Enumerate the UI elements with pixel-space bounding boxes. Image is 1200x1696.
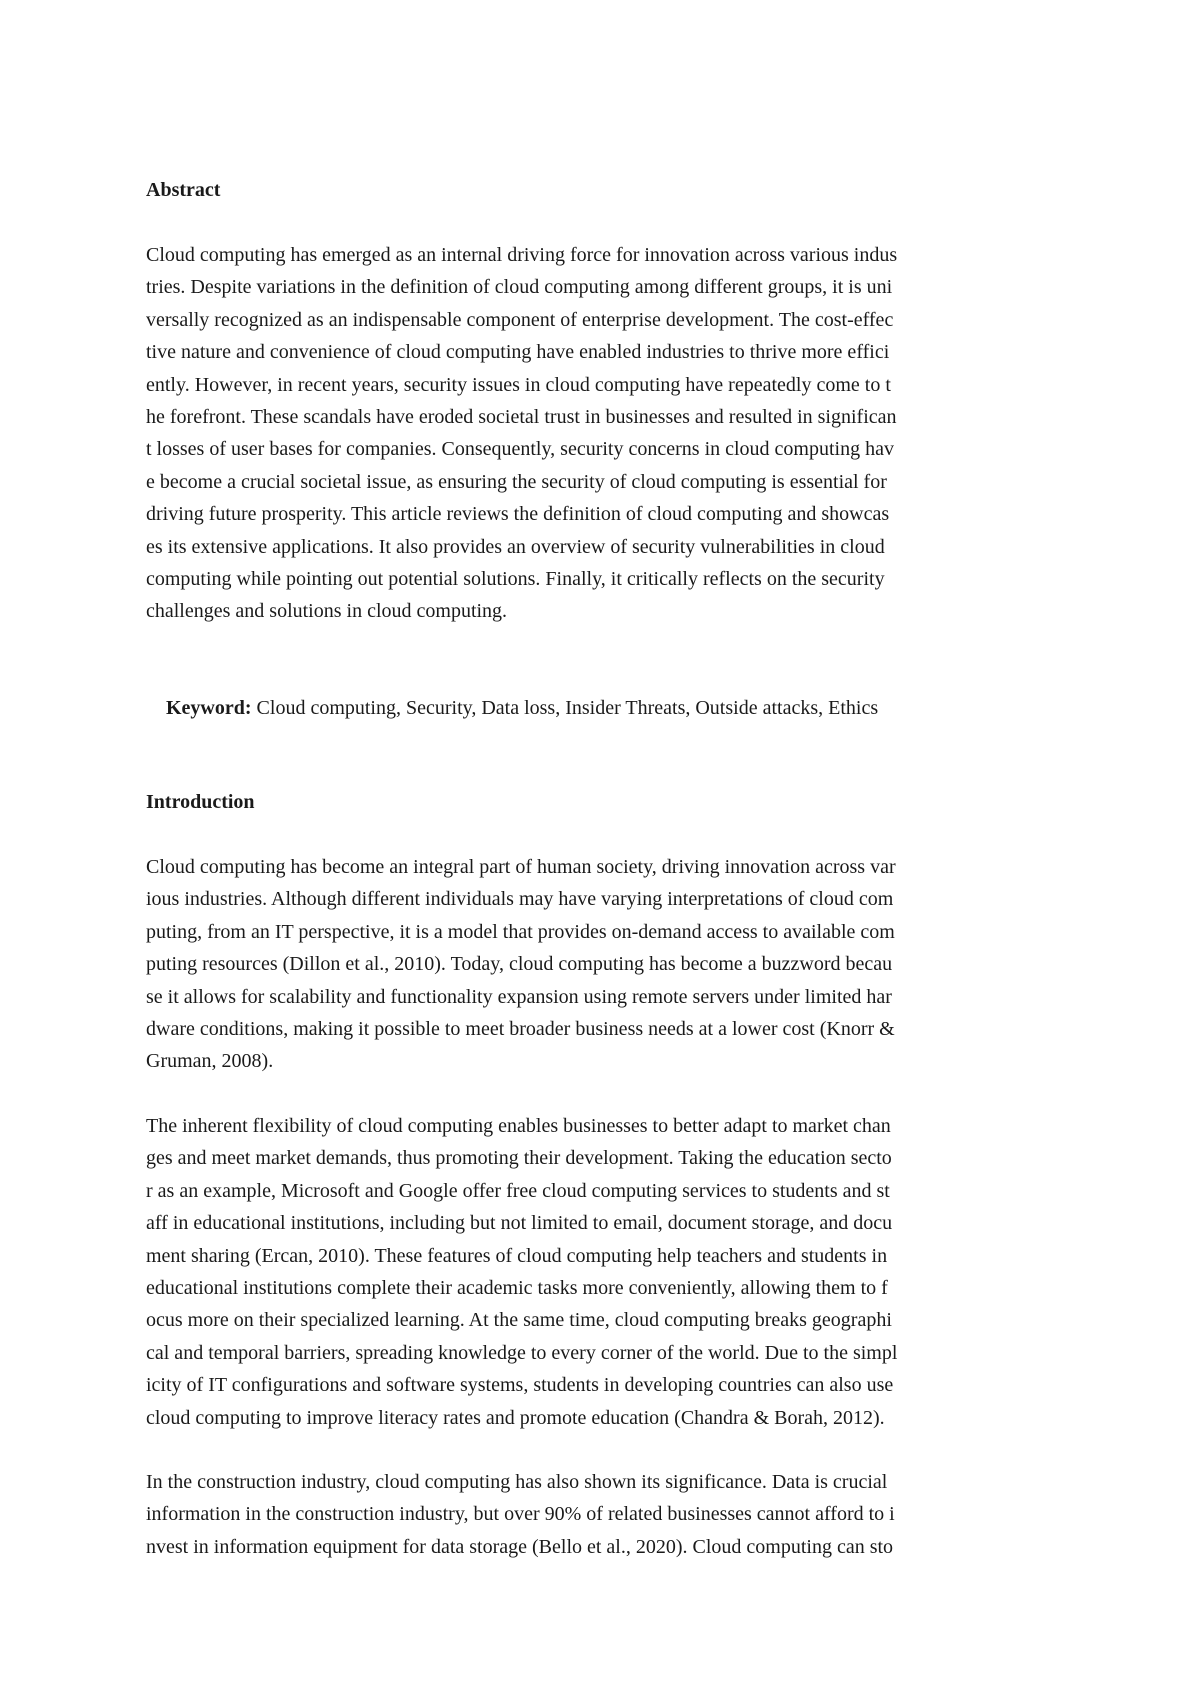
paragraph-line: information in the construction industry, but over 90% of related businesses cannot afford to i — [146, 1503, 895, 1526]
abstract-line: driving future prosperity. This article reviews the definition of cloud computing and showcas — [146, 503, 890, 526]
paragraph-line: In the construction industry, cloud computing has also shown its significance. Data is crucial — [146, 1471, 888, 1493]
abstract-line: computing while pointing out potential solutions. Finally, it critically reflects on the security — [146, 568, 885, 591]
paragraph-line: dware conditions, making it possible to meet broader business needs at a lower cost (Knorr & — [146, 1018, 895, 1041]
introduction-paragraph-1 — [146, 851, 896, 1078]
abstract-line: e become a crucial societal issue, as ensuring the security of cloud computing is essential for — [146, 470, 887, 493]
paragraph-line: Gruman, 2008). — [146, 1050, 274, 1073]
paragraph-line: cloud computing to improve literacy rates and promote education (Chandra & Borah, 2012). — [146, 1406, 885, 1429]
abstract-line: tries. Despite variations in the definition of cloud computing among different groups, it is uni — [146, 276, 893, 299]
paragraph-line: ocus more on their specialized learning. At the same time, cloud computing breaks geographi — [146, 1309, 892, 1332]
paragraph-line: ious industries. Although different individuals may have varying interpretations of cloud com — [146, 888, 894, 911]
abstract-line: tive nature and convenience of cloud computing have enabled industries to thrive more effici — [146, 341, 890, 364]
keywords-line — [146, 660, 878, 756]
paragraph-line: puting resources (Dillon et al., 2010). Today, cloud computing has become a buzzword becau — [146, 953, 893, 976]
keywords-label: Keyword: — [166, 697, 252, 719]
paragraph-line: cal and temporal barriers, spreading knowledge to every corner of the world. Due to the simpl — [146, 1341, 898, 1364]
paragraph-line: aff in educational institutions, including but not limited to email, document storage, and docu — [146, 1212, 893, 1235]
paragraph-line: ment sharing (Ercan, 2010). These features of cloud computing help teachers and students in — [146, 1244, 888, 1267]
introduction-heading: Introduction — [146, 791, 255, 813]
paragraph-line: r as an example, Microsoft and Google offer free cloud computing services to students and st — [146, 1179, 890, 1202]
paragraph-line: ges and meet market demands, thus promoting their development. Taking the education secto — [146, 1147, 892, 1170]
paragraph-line: nvest in information equipment for data storage (Bello et al., 2020). Cloud computing can sto — [146, 1535, 894, 1558]
paragraph-line: Cloud computing has become an integral part of human society, driving innovation across var — [146, 856, 896, 878]
paragraph-line: se it allows for scalability and functionality expansion using remote servers under limited har — [146, 985, 892, 1008]
paragraph-line: The inherent flexibility of cloud computing enables businesses to better adapt to market chan — [146, 1115, 891, 1137]
abstract-line: es its extensive applications. It also provides an overview of security vulnerabilities in cloud — [146, 535, 885, 558]
paragraph-line: icity of IT configurations and software systems, students in developing countries can also use — [146, 1374, 894, 1397]
introduction-paragraph-2 — [146, 1110, 897, 1434]
abstract-paragraph — [146, 239, 897, 628]
abstract-line: Cloud computing has emerged as an internal driving force for innovation across various indus — [146, 244, 898, 266]
keywords-text: Cloud computing, Security, Data loss, Insider Threats, Outside attacks, Ethics — [251, 697, 879, 719]
abstract-line: ently. However, in recent years, security issues in cloud computing have repeatedly come to t — [146, 373, 891, 396]
abstract-heading: Abstract — [146, 179, 221, 201]
abstract-line: t losses of user bases for companies. Consequently, security concerns in cloud computing hav — [146, 438, 894, 461]
abstract-line: he forefront. These scandals have eroded societal trust in businesses and resulted in significan — [146, 406, 897, 429]
paragraph-line: educational institutions complete their academic tasks more conveniently, allowing them to f — [146, 1277, 888, 1300]
paragraph-line: puting, from an IT perspective, it is a model that provides on-demand access to available com — [146, 920, 895, 943]
abstract-line: versally recognized as an indispensable component of enterprise development. The cost-effec — [146, 308, 894, 331]
abstract-line: challenges and solutions in cloud computing. — [146, 600, 508, 623]
introduction-paragraph-3 — [146, 1466, 895, 1563]
